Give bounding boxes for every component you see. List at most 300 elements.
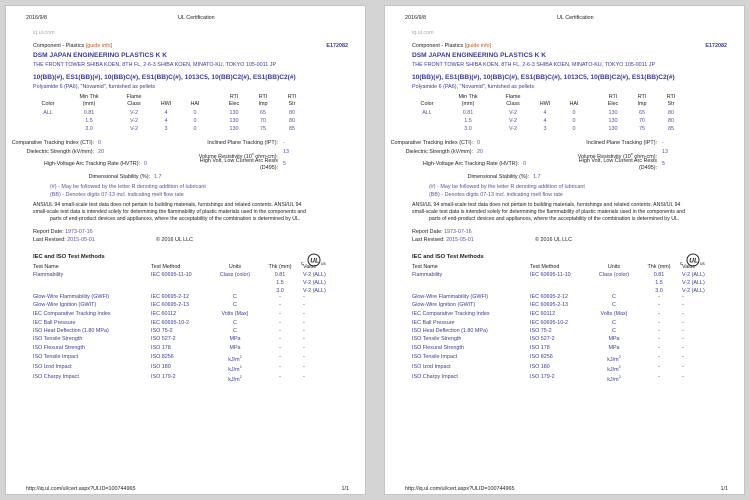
iso-test-method: ISO 179-2 — [530, 374, 555, 380]
iso-flammability-thk: 3.0 — [276, 288, 284, 294]
note-lubricant: (#) - May be followed by the letter R denoting addition of lubricant — [429, 184, 585, 190]
iso-test-value: - — [682, 374, 684, 380]
iso-test-value: - — [303, 328, 305, 334]
iso-test-units: $kJ/m^2$ — [228, 374, 242, 383]
table-cell-hai: 0 — [193, 110, 197, 116]
report-date-label: Report Date: — [412, 229, 443, 235]
table-cell-hwi: 4 — [164, 110, 168, 116]
iso-test-thk: - — [279, 320, 281, 326]
iso-test-value: - — [303, 345, 305, 351]
material-description: Polyamide 6 (PA6), "Novamid", furnished as pellets — [33, 84, 156, 90]
units-superscript: 2 — [239, 364, 242, 369]
company-name: DSM JAPAN ENGINEERING PLASTICS K K — [412, 52, 546, 59]
ipt-value: - — [662, 140, 664, 146]
table-cell-color: ALL — [422, 110, 432, 116]
hvar-label — [579, 158, 657, 172]
iso-test-units: MPa — [608, 336, 620, 342]
report-date — [412, 229, 472, 236]
iso-test-method: IEC 60695-10-2 — [530, 320, 569, 326]
ansi-line-2: small-scale test data is intended solely for determining the flammability of plastic materials used in the components and — [33, 209, 307, 215]
dielectric-strength-value: 20 — [477, 149, 483, 155]
col-header-rti-str-2: Str — [288, 101, 296, 107]
units-superscript: 2 — [618, 364, 621, 369]
iso-test-method: IEC 60695-2-13 — [530, 302, 569, 308]
iso-test-value: - — [682, 311, 684, 317]
iso-test-units: Volts (Max) — [600, 311, 628, 317]
table-cell-elec: 130 — [608, 118, 618, 124]
iso-test-method: ISO 75-2 — [530, 328, 552, 334]
iso-test-thk: - — [658, 294, 660, 300]
iso-test-thk: - — [658, 302, 660, 308]
hvtr-label: High-Voltage Arc Tracking Rate (HVTR): — [43, 161, 140, 167]
table-cell-elec: 130 — [229, 126, 239, 132]
iso-test-name: IEC Ball Pressure — [412, 320, 455, 326]
col-header-hai: HAI — [569, 101, 579, 107]
report-date — [33, 229, 93, 236]
iso-header-value: Value — [682, 264, 696, 270]
table-cell-imp: 65 — [260, 110, 266, 116]
dimensional-stability-label: Dimensional Stability (%): — [88, 174, 150, 180]
table-cell-thk: 1.5 — [464, 118, 472, 124]
grade-designations: 10(BB)(#), ES1(BB)(#), 10(BB)C(#), ES1(BB)C(#), 1013C5, 10(BB)C2(#), ES1(BB)C2(#) — [33, 74, 296, 81]
col-header-flame-class: Class — [506, 101, 520, 107]
iso-test-units: C — [233, 302, 237, 308]
cti-label: Comparative Tracking Index (CTI): — [390, 140, 473, 146]
table-cell-str: 80 — [289, 118, 295, 124]
iso-header-test-name: Test Name — [412, 264, 438, 270]
ipt-label: Inclined Plane Tracking (IPT): — [207, 140, 278, 146]
iso-test-thk: - — [658, 320, 660, 326]
dielectric-strength-value: 20 — [98, 149, 104, 155]
iso-test-units: MPa — [229, 336, 241, 342]
iso-test-method: ISO 180 — [151, 364, 171, 370]
col-header-rti-imp-2: Imp — [637, 101, 647, 107]
table-cell-hai: 0 — [572, 126, 576, 132]
report-date-value: 1973-07-16 — [444, 229, 472, 235]
table-cell-hai: 0 — [193, 126, 197, 132]
iso-test-method: IEC 60112 — [151, 311, 177, 317]
col-header-rti-elec: RTI — [608, 94, 618, 100]
iso-test-units: C — [233, 320, 237, 326]
iso-header-thk: Thk (mm) — [647, 264, 671, 270]
table-cell-str: 85 — [668, 126, 674, 132]
company-address: THE FRONT TOWER SHIBA KOEN, 8TH FL, 2-6-3 SHIBA KOEN, MINATO-KU, TOKYO 105-0011 JP — [33, 62, 277, 68]
vr-label-text-2: ohm-cm): — [253, 153, 278, 160]
hvar-label-2: (D495): — [639, 164, 657, 171]
ansi-line-1: ANSI/UL 94 small-scale test data does not pertain to building materials, furnishings and related contents. ANSI/UL 94 — [412, 202, 681, 208]
iso-test-name: ISO Tensile Strength — [33, 336, 83, 342]
iso-test-name: ISO Izod Impact — [412, 364, 451, 370]
cti-value: 0 — [98, 140, 101, 146]
report-date-label: Report Date: — [33, 229, 64, 235]
site-url: iq.ul.com — [412, 30, 434, 36]
col-header-rti-str: RTI — [666, 94, 676, 100]
iso-test-value: - — [682, 345, 684, 351]
iso-test-name: Glow-Wire Flammability (GWFI) — [412, 294, 489, 300]
table-cell-hwi: 3 — [164, 126, 168, 132]
table-cell-elec: 130 — [229, 110, 239, 116]
iso-test-units: MPa — [608, 345, 620, 351]
table-cell-elec: 130 — [608, 126, 618, 132]
table-cell-color: ALL — [43, 110, 53, 116]
iso-test-value: - — [682, 336, 684, 342]
category — [412, 43, 491, 50]
category — [33, 43, 112, 50]
table-cell-hai: 0 — [193, 118, 197, 124]
col-header-hwi: HWI — [539, 101, 551, 107]
table-cell-imp: 70 — [639, 118, 645, 124]
dimensional-stability-value: 1.7 — [533, 174, 541, 180]
iso-test-thk: - — [279, 311, 281, 317]
iso-test-name: ISO Flexural Strength — [412, 345, 464, 351]
table-cell-str: 80 — [668, 110, 674, 116]
iso-test-name: ISO Tensile Impact — [33, 354, 79, 360]
iso-test-units: C — [612, 320, 616, 326]
hvar-value: 5 — [662, 161, 665, 167]
iso-test-thk: - — [279, 354, 281, 360]
iso-test-thk: - — [279, 336, 281, 342]
iso-test-method: IEC 60695-2-12 — [530, 294, 569, 300]
header-date: 2016/9/8 — [26, 15, 47, 21]
iso-test-value: - — [303, 364, 305, 370]
iso-test-thk: - — [658, 354, 660, 360]
iso-test-thk: - — [279, 302, 281, 308]
col-header-min-thk-units: (mm) — [82, 101, 96, 107]
guide-info-link[interactable]: [guide info] — [85, 43, 113, 49]
iso-test-units: C — [233, 294, 237, 300]
iso-test-value: - — [303, 294, 305, 300]
iso-flammability-value: V-2 (ALL) — [682, 280, 705, 286]
last-revised-value: 2015-05-01 — [446, 237, 474, 243]
iso-flammability-value: V-2 (ALL) — [303, 272, 326, 278]
iso-test-name: ISO Charpy Impact — [33, 374, 79, 380]
table-cell-thk: 3.0 — [85, 126, 93, 132]
hvar-label-1: High Volt, Low Current Arc Resis — [578, 158, 657, 164]
table-cell-flame: V-2 — [129, 118, 139, 124]
iso-test-value: - — [682, 302, 684, 308]
iso-test-method: ISO 8256 — [530, 354, 553, 360]
header-title: UL Certification — [178, 15, 215, 21]
table-cell-str: 80 — [289, 110, 295, 116]
iso-test-units: $kJ/m^2$ — [228, 364, 242, 373]
iso-test-value: - — [303, 302, 305, 308]
iso-test-value: - — [303, 374, 305, 380]
iso-test-method: IEC 60695-2-12 — [151, 294, 190, 300]
table-cell-hwi: 4 — [543, 118, 547, 124]
iso-flammability-value: V-2 (ALL) — [682, 288, 705, 294]
ansi-line-3: parts of end-product devices and appliances, where the acceptability of the combination is determined by UL. — [429, 216, 680, 222]
report-date-value: 1973-07-16 — [65, 229, 93, 235]
grade-designations: 10(BB)(#), ES1(BB)(#), 10(BB)C(#), ES1(BB)C(#), 1013C5, 10(BB)C2(#), ES1(BB)C2(#) — [412, 74, 675, 81]
table-cell-flame: V-2 — [508, 110, 518, 116]
hvar-label-2: (D495): — [260, 164, 278, 171]
cti-label: Comparative Tracking Index (CTI): — [11, 140, 94, 146]
file-number: E172082 — [705, 43, 727, 49]
iso-test-name: ISO Charpy Impact — [412, 374, 458, 380]
hvtr-value: 0 — [523, 161, 526, 167]
iso-test-method: ISO 178 — [151, 345, 171, 351]
file-number: E172082 — [326, 43, 348, 49]
iso-test-value: - — [682, 294, 684, 300]
iso-flammability-value: V-2 (ALL) — [303, 280, 326, 286]
iso-test-name: Glow-Wire Flammability (GWFI) — [33, 294, 110, 300]
note-melt-flow: (BB) - Denotes digits 07-13 incl. indicating melt flow rate — [429, 192, 563, 198]
cti-value: 0 — [477, 140, 480, 146]
iso-test-method: IEC 60695-2-13 — [151, 302, 190, 308]
iso-header-units: Units — [228, 264, 242, 270]
guide-info-link[interactable]: [guide info] — [464, 43, 492, 49]
table-cell-str: 80 — [668, 118, 674, 124]
dimensional-stability-label: Dimensional Stability (%): — [467, 174, 529, 180]
category-text: Component - Plastics — [33, 43, 85, 49]
last-revised-label: Last Revised: — [412, 237, 445, 243]
col-header-rti-imp: RTI — [258, 94, 268, 100]
table-cell-elec: 130 — [229, 118, 239, 124]
iso-flammability-thk: 0.81 — [653, 272, 665, 278]
vr-label-text: Volume Resistivity (10 — [198, 153, 252, 160]
note-melt-flow: (BB) - Denotes digits 07-13 incl. indicating melt flow rate — [50, 192, 184, 198]
table-cell-str: 85 — [289, 126, 295, 132]
iso-test-name: ISO Tensile Strength — [412, 336, 462, 342]
col-header-flame: Flame — [505, 94, 521, 100]
iso-test-value: - — [682, 364, 684, 370]
volume-resistivity-value: 13 — [662, 149, 668, 155]
ipt-label: Inclined Plane Tracking (IPT): — [586, 140, 657, 146]
table-cell-thk: 1.5 — [85, 118, 93, 124]
iso-header-thk: Thk (mm) — [268, 264, 292, 270]
iso-flammability-method: IEC 60695-11-10 — [530, 272, 571, 278]
ansi-line-2: small-scale test data is intended solely for determining the flammability of plastic materials used in the components and — [412, 209, 686, 215]
table-cell-flame: V-2 — [508, 118, 518, 124]
vr-label-text: Volume Resistivity (10 — [577, 153, 631, 160]
col-header-rti-imp-2: Imp — [258, 101, 268, 107]
footer-url[interactable]: http://iq.ul.com/ul/cert.aspx?ULID=100744965 — [26, 486, 136, 492]
col-header-min-thk-units: (mm) — [461, 101, 475, 107]
table-cell-hai: 0 — [572, 110, 576, 116]
units-superscript: 2 — [239, 354, 242, 359]
iso-test-name: IEC Comparative Tracking Index — [33, 311, 111, 317]
logo-c: c — [680, 261, 683, 267]
document-page-right — [384, 5, 745, 495]
iso-header-test-method: Test Method — [530, 264, 560, 270]
iso-test-thk: - — [279, 364, 281, 370]
iso-flammability-value: V-2 (ALL) — [682, 272, 705, 278]
logo-ul: UL — [689, 257, 698, 265]
iso-test-units: $kJ/m^2$ — [607, 364, 621, 373]
iso-test-units: $kJ/m^2$ — [607, 374, 621, 383]
table-cell-hwi: 4 — [543, 110, 547, 116]
iso-test-method: ISO 75-2 — [151, 328, 173, 334]
iso-flammability-units: Class (color) — [219, 272, 251, 278]
col-header-rti-str-2: Str — [667, 101, 675, 107]
units-superscript: 2 — [618, 354, 621, 359]
table-cell-thk: 3.0 — [464, 126, 472, 132]
note-lubricant: (#) - May be followed by the letter R denoting addition of lubricant — [50, 184, 206, 190]
iso-test-thk: - — [658, 345, 660, 351]
iso-flammability-thk: 0.81 — [274, 272, 286, 278]
table-cell-flame: V-2 — [129, 110, 139, 116]
col-header-flame: Flame — [126, 94, 142, 100]
iso-test-name: IEC Comparative Tracking Index — [412, 311, 490, 317]
iso-test-thk: - — [658, 336, 660, 342]
volume-resistivity-value: 13 — [283, 149, 289, 155]
iso-test-value: - — [682, 354, 684, 360]
col-header-flame-class: Class — [127, 101, 141, 107]
iso-test-thk: - — [279, 374, 281, 380]
units-superscript: 2 — [239, 374, 242, 379]
iso-test-thk: - — [658, 311, 660, 317]
iso-test-value: - — [303, 320, 305, 326]
footer-url[interactable]: http://iq.ul.com/ul/cert.aspx?ULID=100744965 — [405, 486, 515, 492]
iso-test-thk: - — [279, 294, 281, 300]
copyright: © 2016 UL LLC — [156, 237, 194, 243]
iso-test-units: C — [612, 302, 616, 308]
col-header-min-thk: Min Thk — [458, 94, 478, 100]
iso-test-name: ISO Tensile Impact — [412, 354, 458, 360]
iso-flammability-name: Flammability — [33, 272, 64, 278]
iso-test-name: Glow-Wire Ignition (GWIT) — [33, 302, 97, 308]
iso-test-method: ISO 179-2 — [151, 374, 176, 380]
iso-test-name: IEC Ball Pressure — [33, 320, 76, 326]
table-cell-imp: 75 — [260, 126, 266, 132]
iso-test-value: - — [682, 328, 684, 334]
iso-test-name: ISO Flexural Strength — [33, 345, 85, 351]
iso-header-test-name: Test Name — [33, 264, 59, 270]
iso-test-name: ISO Heat Deflection (1.80 MPa) — [412, 328, 488, 334]
iso-test-thk: - — [658, 364, 660, 370]
iso-section-title: IEC and ISO Test Methods — [412, 254, 484, 260]
col-header-rti-elec-2: Elec — [228, 101, 240, 107]
iso-flammability-units: Class (color) — [598, 272, 630, 278]
header-date: 2016/9/8 — [405, 15, 426, 21]
hvar-label — [200, 158, 278, 172]
iso-test-value: - — [303, 311, 305, 317]
document-page-left — [5, 5, 366, 495]
iso-section-title: IEC and ISO Test Methods — [33, 254, 105, 260]
iso-test-value: - — [303, 336, 305, 342]
table-cell-flame: V-2 — [508, 126, 518, 132]
iso-flammability-method: IEC 60695-11-10 — [151, 272, 192, 278]
logo-c: c — [301, 261, 304, 267]
footer-page-number: 1/1 — [720, 486, 728, 492]
last-revised — [33, 237, 95, 244]
iso-test-name: ISO Heat Deflection (1.80 MPa) — [33, 328, 109, 334]
vr-exponent: x — [251, 151, 254, 156]
iso-flammability-name: Flammability — [412, 272, 443, 278]
table-cell-elec: 130 — [608, 110, 618, 116]
col-header-rti-elec-2: Elec — [607, 101, 619, 107]
iso-test-units: C — [612, 328, 616, 334]
units-superscript: 2 — [618, 374, 621, 379]
last-revised-value: 2015-05-01 — [67, 237, 95, 243]
iso-test-value: - — [682, 320, 684, 326]
logo-us: us — [321, 261, 326, 266]
table-cell-imp: 75 — [639, 126, 645, 132]
iso-test-units: C — [612, 294, 616, 300]
category-text: Component - Plastics — [412, 43, 464, 49]
iso-test-name: Glow-Wire Ignition (GWIT) — [412, 302, 476, 308]
ansi-line-1: ANSI/UL 94 small-scale test data does not pertain to building materials, furnishings and related contents. ANSI/UL 94 — [33, 202, 302, 208]
iso-test-units: $kJ/m^2$ — [607, 354, 621, 363]
hvar-value: 5 — [283, 161, 286, 167]
iso-flammability-thk: 3.0 — [655, 288, 663, 294]
table-cell-flame: V-2 — [129, 126, 139, 132]
iso-test-units: C — [233, 328, 237, 334]
dimensional-stability-value: 1.7 — [154, 174, 162, 180]
dielectric-strength-label: Dielectric Strength (kV/mm): — [26, 149, 94, 155]
col-header-hwi: HWI — [160, 101, 172, 107]
iso-test-name: ISO Izod Impact — [33, 364, 72, 370]
company-address: THE FRONT TOWER SHIBA KOEN, 8TH FL, 2-6-3 SHIBA KOEN, MINATO-KU, TOKYO 105-0011 JP — [412, 62, 656, 68]
table-cell-hai: 0 — [572, 118, 576, 124]
material-description: Polyamide 6 (PA6), "Novamid", furnished as pellets — [412, 84, 535, 90]
table-cell-thk: 0.81 — [83, 110, 95, 116]
iso-test-method: IEC 60695-10-2 — [151, 320, 190, 326]
iso-header-test-method: Test Method — [151, 264, 181, 270]
iso-test-method: ISO 178 — [530, 345, 550, 351]
dielectric-strength-label: Dielectric Strength (kV/mm): — [405, 149, 473, 155]
iso-flammability-thk: 1.5 — [655, 280, 663, 286]
col-header-min-thk: Min Thk — [79, 94, 99, 100]
hvtr-value: 0 — [144, 161, 147, 167]
table-cell-imp: 70 — [260, 118, 266, 124]
col-header-color: Color — [420, 101, 434, 107]
site-url: iq.ul.com — [33, 30, 55, 36]
iso-test-method: ISO 180 — [530, 364, 550, 370]
logo-ul: UL — [310, 257, 319, 265]
vr-exponent: x — [630, 151, 633, 156]
iso-test-thk: - — [279, 345, 281, 351]
company-name: DSM JAPAN ENGINEERING PLASTICS K K — [33, 52, 167, 59]
iso-test-method: ISO 527-2 — [151, 336, 176, 342]
hvtr-label: High-Voltage Arc Tracking Rate (HVTR): — [422, 161, 519, 167]
iso-header-value: Value — [303, 264, 317, 270]
iso-test-method: IEC 60112 — [530, 311, 556, 317]
iso-test-thk: - — [279, 328, 281, 334]
col-header-rti-imp: RTI — [637, 94, 647, 100]
iso-test-units: $kJ/m^2$ — [228, 354, 242, 363]
iso-flammability-value: V-2 (ALL) — [303, 288, 326, 294]
col-header-rti-elec: RTI — [229, 94, 239, 100]
iso-test-units: Volts (Max) — [221, 311, 249, 317]
col-header-rti-str: RTI — [287, 94, 297, 100]
last-revised — [412, 237, 474, 244]
header-title: UL Certification — [557, 15, 594, 21]
last-revised-label: Last Revised: — [33, 237, 66, 243]
ansi-line-3: parts of end-product devices and appliances, where the acceptability of the combination is determined by UL. — [50, 216, 301, 222]
iso-header-units: Units — [607, 264, 621, 270]
col-header-color: Color — [41, 101, 55, 107]
table-cell-imp: 65 — [639, 110, 645, 116]
logo-us: us — [700, 261, 705, 266]
iso-test-thk: - — [658, 374, 660, 380]
iso-flammability-thk: 1.5 — [276, 280, 284, 286]
table-cell-hwi: 4 — [164, 118, 168, 124]
iso-test-units: MPa — [229, 345, 241, 351]
table-cell-thk: 0.81 — [462, 110, 474, 116]
vr-label-text-2: ohm-cm): — [632, 153, 657, 160]
copyright: © 2016 UL LLC — [535, 237, 573, 243]
ipt-value: - — [283, 140, 285, 146]
iso-test-thk: - — [658, 328, 660, 334]
table-cell-hwi: 3 — [543, 126, 547, 132]
iso-test-method: ISO 8256 — [151, 354, 174, 360]
iso-test-method: ISO 527-2 — [530, 336, 555, 342]
col-header-hai: HAI — [190, 101, 200, 107]
footer-page-number: 1/1 — [341, 486, 349, 492]
hvar-label-1: High Volt, Low Current Arc Resis — [199, 158, 278, 164]
iso-test-value: - — [303, 354, 305, 360]
